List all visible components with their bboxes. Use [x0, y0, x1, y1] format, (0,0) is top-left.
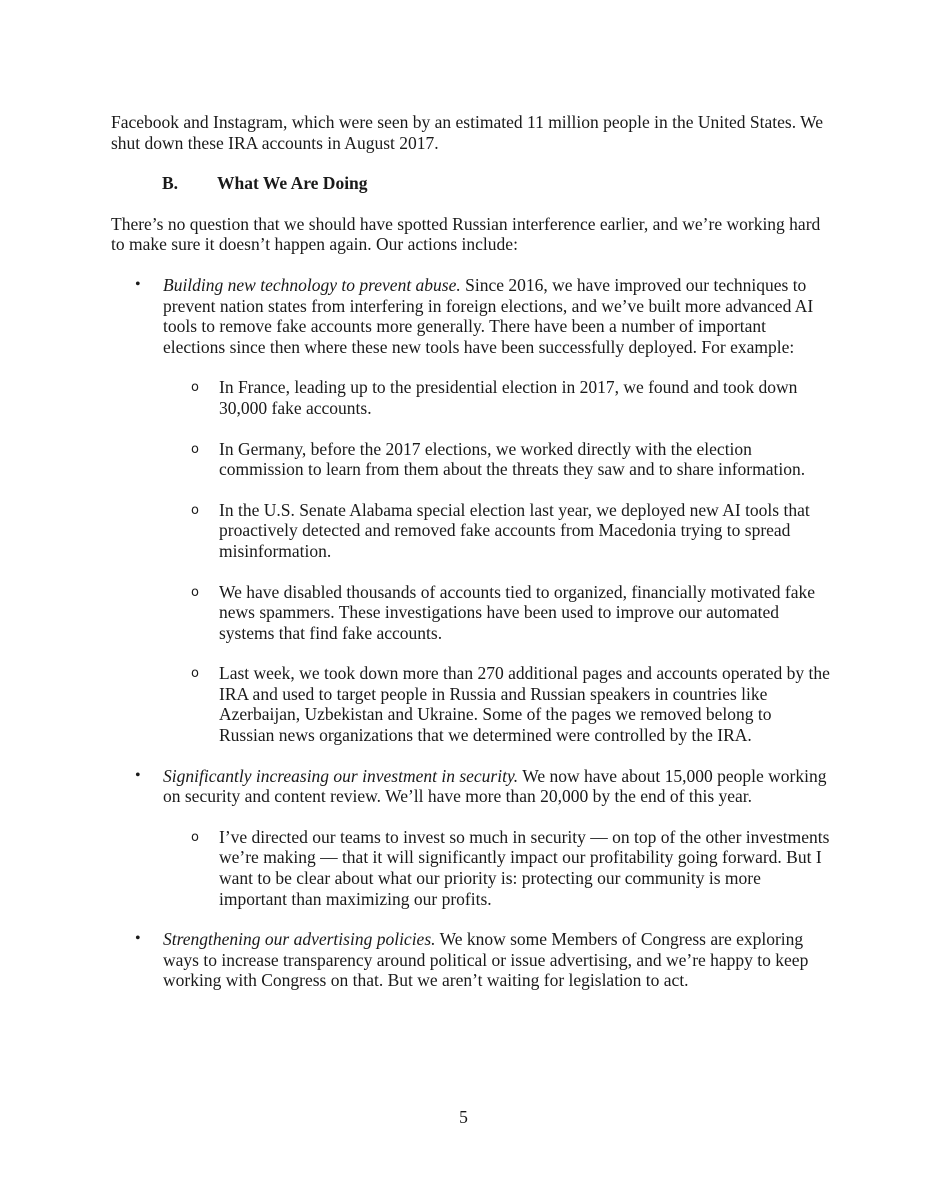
action-item-technology: [111, 275, 831, 746]
circle-bullet-icon: o: [191, 380, 199, 396]
bullet-icon: •: [135, 930, 141, 948]
sub-item-text: I’ve directed our teams to invest so much in security — on top of the other investments we’re making — that it will significantly impact our profitability going forward. But I want to be clear about what our priority is: protecting our community is more important than maximizing our profits.: [219, 826, 830, 909]
sub-item-spammers: [163, 582, 831, 644]
action-paragraph: [163, 929, 831, 991]
action-text: Since 2016, we have improved our techniques to prevent nation states from interfering in foreign elections, and we’ve built more advanced AI tools to remove fake accounts more generally. There have been a number of important elections since then where these new tools have been successfully deployed. For example:: [163, 274, 814, 357]
circle-bullet-icon: o: [191, 441, 199, 457]
section-heading: [111, 173, 831, 194]
sub-item-text: In Germany, before the 2017 elections, we worked directly with the election commission to learn from them about the threats they saw and to share information.: [219, 438, 806, 480]
sub-item-ira-pages: [163, 663, 831, 745]
action-lead: Strengthening our advertising policies.: [163, 929, 436, 950]
sub-list: [163, 377, 831, 745]
section-title: What We Are Doing: [217, 173, 368, 194]
sub-item-profitability: [163, 827, 831, 909]
action-paragraph: [163, 275, 831, 357]
page-number: 5: [459, 1107, 468, 1127]
intro-paragraph: Facebook and Instagram, which were seen by an estimated 11 million people in the United States. We shut down these IRA accounts in August 2017.: [111, 112, 824, 153]
action-item-advertising: [111, 929, 831, 991]
sub-item-text: In France, leading up to the presidential election in 2017, we found and took down 30,000 fake accounts.: [219, 377, 798, 418]
section-intro-paragraph: There’s no question that we should have spotted Russian interference earlier, and we’re working hard to make sure it doesn’t happen again. Our actions include:: [111, 213, 821, 255]
action-paragraph: [163, 766, 831, 807]
action-lead: Building new technology to prevent abuse.: [163, 274, 461, 295]
bullet-icon: •: [135, 275, 141, 293]
sub-list: [163, 827, 831, 909]
actions-list: [111, 275, 831, 991]
sub-item-germany: [163, 439, 831, 480]
circle-bullet-icon: o: [191, 666, 199, 682]
sub-item-text: Last week, we took down more than 270 additional pages and accounts operated by the IRA and used to target people in Russia and Russian speakers in countries like Azerbaijan, Uzbekistan and Ukraine. Some of the pages we removed belong to Russian news organizations that we determined were controlled by the IRA.: [219, 663, 830, 746]
action-text: We now have about 15,000 people working on security and content review. We’ll have more than 20,000 by the end of this year.: [163, 765, 827, 807]
action-text: We know some Members of Congress are exploring ways to increase transparency around political or issue advertising, and we’re happy to keep working with Congress on that. But we aren’t waiting for legislation to act.: [163, 929, 809, 991]
action-item-security: [111, 766, 831, 910]
action-lead: Significantly increasing our investment in security.: [163, 765, 519, 786]
bullet-icon: •: [135, 766, 141, 784]
section-letter: B.: [162, 173, 179, 194]
sub-item-text: We have disabled thousands of accounts tied to organized, financially motivated fake news spammers. These investigations have been used to improve our automated systems that find fake accounts.: [219, 581, 815, 643]
circle-bullet-icon: o: [191, 502, 199, 518]
sub-item-france: [163, 377, 831, 418]
sub-item-text: In the U.S. Senate Alabama special election last year, we deployed new AI tools that proactively detected and removed fake accounts from Macedonia trying to spread misinformation.: [219, 499, 810, 561]
document-page: [111, 112, 831, 1011]
sub-item-alabama: [163, 500, 831, 562]
circle-bullet-icon: o: [191, 584, 199, 600]
circle-bullet-icon: o: [191, 829, 199, 845]
